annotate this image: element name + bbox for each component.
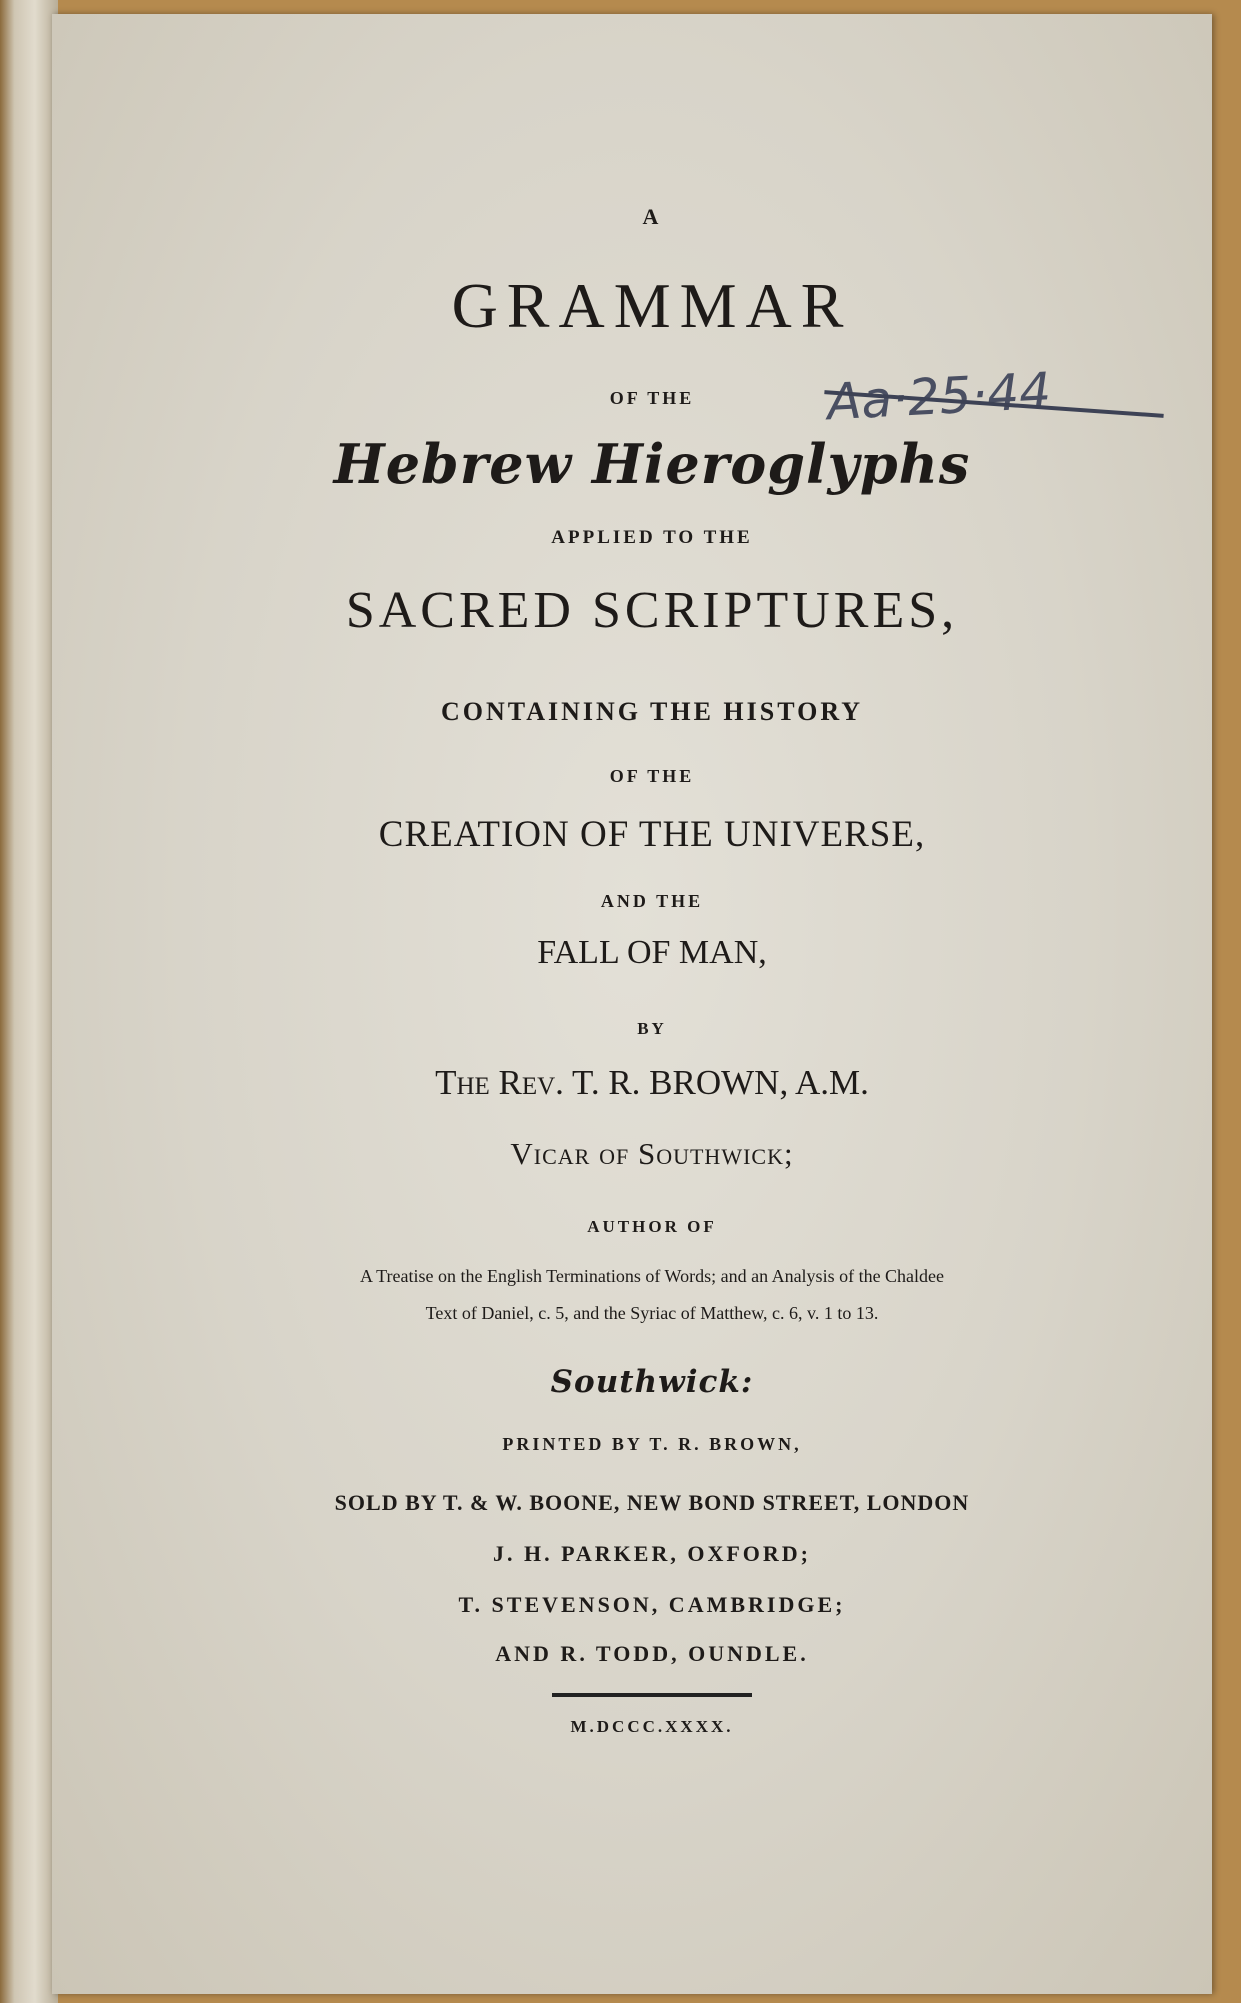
horizontal-rule [552,1693,752,1697]
sold-by-line-3: T. STEVENSON, CAMBRIDGE; [458,1592,846,1617]
place-line: Southwick: [550,1364,754,1400]
author-name: The Rev. T. R. BROWN, A.M. [435,1063,869,1102]
applied-to-the-line: APPLIED TO THE [551,527,753,548]
publication-date: M.DCCC.XXXX. [570,1717,734,1736]
book-binding [0,0,58,2003]
vicar-line: Vicar of Southwick; [510,1136,794,1171]
works-line-1: A Treatise on the English Terminations of Words; and an Analysis of the Chaldee [359,1266,945,1286]
fall-of-man-title: FALL OF MAN, [537,934,767,971]
author-of-line: AUTHOR OF [587,1217,717,1236]
hebrew-hieroglyphs-title: Hebrew Hieroglyphs [333,432,971,496]
containing-history-line: CONTAINING THE HISTORY [441,697,863,726]
works-line-2: Text of Daniel, c. 5, and the Syriac of Matthew, c. 6, v. 1 to 13. [425,1303,879,1323]
of-the-line-2: OF THE [609,766,695,786]
printed-by-line: PRINTED BY T. R. BROWN, [502,1434,802,1454]
title-page [52,14,1212,1994]
sold-by-line-1: SOLD BY T. & W. BOONE, NEW BOND STREET, LONDON [334,1490,970,1515]
of-the-line-1: OF THE [609,388,695,408]
sacred-scriptures-title: SACRED SCRIPTURES, [345,582,959,639]
title-main: GRAMMAR [451,270,853,341]
title-article: A [642,204,662,229]
sold-by-line-2: J. H. PARKER, OXFORD; [492,1541,812,1566]
handwritten-annotation: Aa·25·44 [825,361,1053,432]
sold-by-line-4: AND R. TODD, OUNDLE. [495,1641,809,1666]
and-the-line: AND THE [600,891,704,911]
creation-title: CREATION OF THE UNIVERSE, [378,814,926,855]
by-line: BY [637,1019,667,1038]
